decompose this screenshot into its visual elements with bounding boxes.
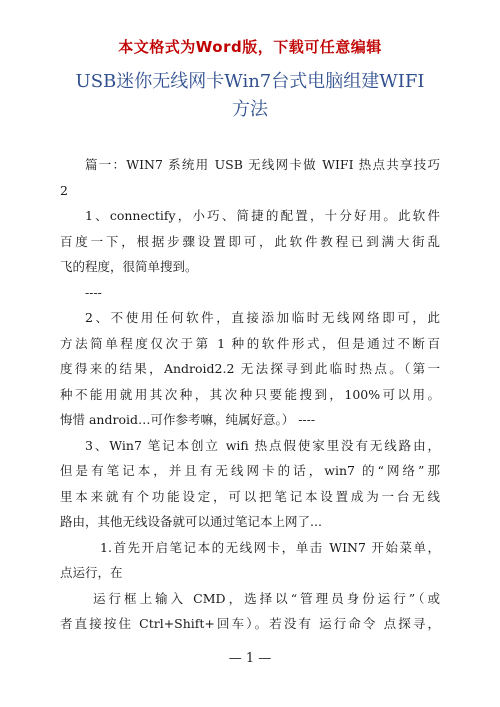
paragraph-3-line-2: 方法简单程度仅次于第 1 种的软件形式，但是通过不断百 — [60, 335, 440, 351]
paragraph-4-line-3: 里本来就有个功能设定，可以把笔记本设置成为一台无线 — [60, 488, 440, 504]
paragraph-6-line-2: 者直接按住 Ctrl+Shift+回车）。若没有 运行命令 点探寻， — [60, 616, 440, 631]
paragraph-3-line-1: 2、不使用任何软件，直接添加临时无线网络即可，此 — [85, 310, 440, 325]
paragraph-6-line-1: 运行框上输入 CMD，选择以“管理员身份运行”（或 — [93, 590, 440, 606]
page-number: — 1 — — [228, 651, 272, 666]
paragraph-4-line-1: 3、Win7 笔记本创立 wifi 热点假使家里没有无线路由， — [85, 437, 440, 453]
paragraph-3-line-4: 种不能用就用其次种，其次种只要能搜到，100%可以用。 — [60, 386, 440, 402]
paragraph-5-line-2: 点运行，在 — [60, 565, 123, 580]
paragraph-2-line-1: 1、connectify，小巧、简捷的配置，十分好用。此软件 — [85, 208, 440, 223]
paragraph-4-line-4: 路由，其他无线设备就可以通过笔记本上网了... — [60, 514, 322, 529]
paragraph-3-line-5: 悔惜 android…可作参考嘛，纯属好意。） ---- — [60, 412, 316, 427]
paragraph-5-line-1: 1.首先开启笔记本的无线网卡，单击 WIN7 开始菜单， — [100, 539, 440, 555]
paragraph-2-line-2: 百度一下，根据步骤设置即可，此软件教程已到满大街乱 — [60, 233, 440, 249]
title-line-1: USB迷你无线网卡Win7台式电脑组建WIFI — [75, 71, 425, 92]
paragraph-1-line-1: 篇一：WIN7 系统用 USB 无线网卡做 WIFI 热点共享技巧 — [85, 157, 440, 172]
title-line-2: 方法 — [232, 99, 268, 120]
paragraph-1-line-2: 2 — [60, 182, 68, 198]
document-body — [60, 152, 440, 637]
paragraph-2-line-3: 飞的程度，很简单搜到。 — [60, 259, 198, 274]
separator-text: ---- — [85, 284, 102, 300]
format-banner: 本文格式为Word版，下载可任意编辑 — [118, 38, 382, 56]
paragraph-3-line-3: 度得来的结果，Android2.2 无法探寻到此临时热点。（第一 — [60, 361, 440, 376]
document-title — [60, 68, 440, 124]
paragraph-4-line-2: 但是有笔记本，并且有无线网卡的话，win7 的“网络”那 — [60, 463, 440, 478]
